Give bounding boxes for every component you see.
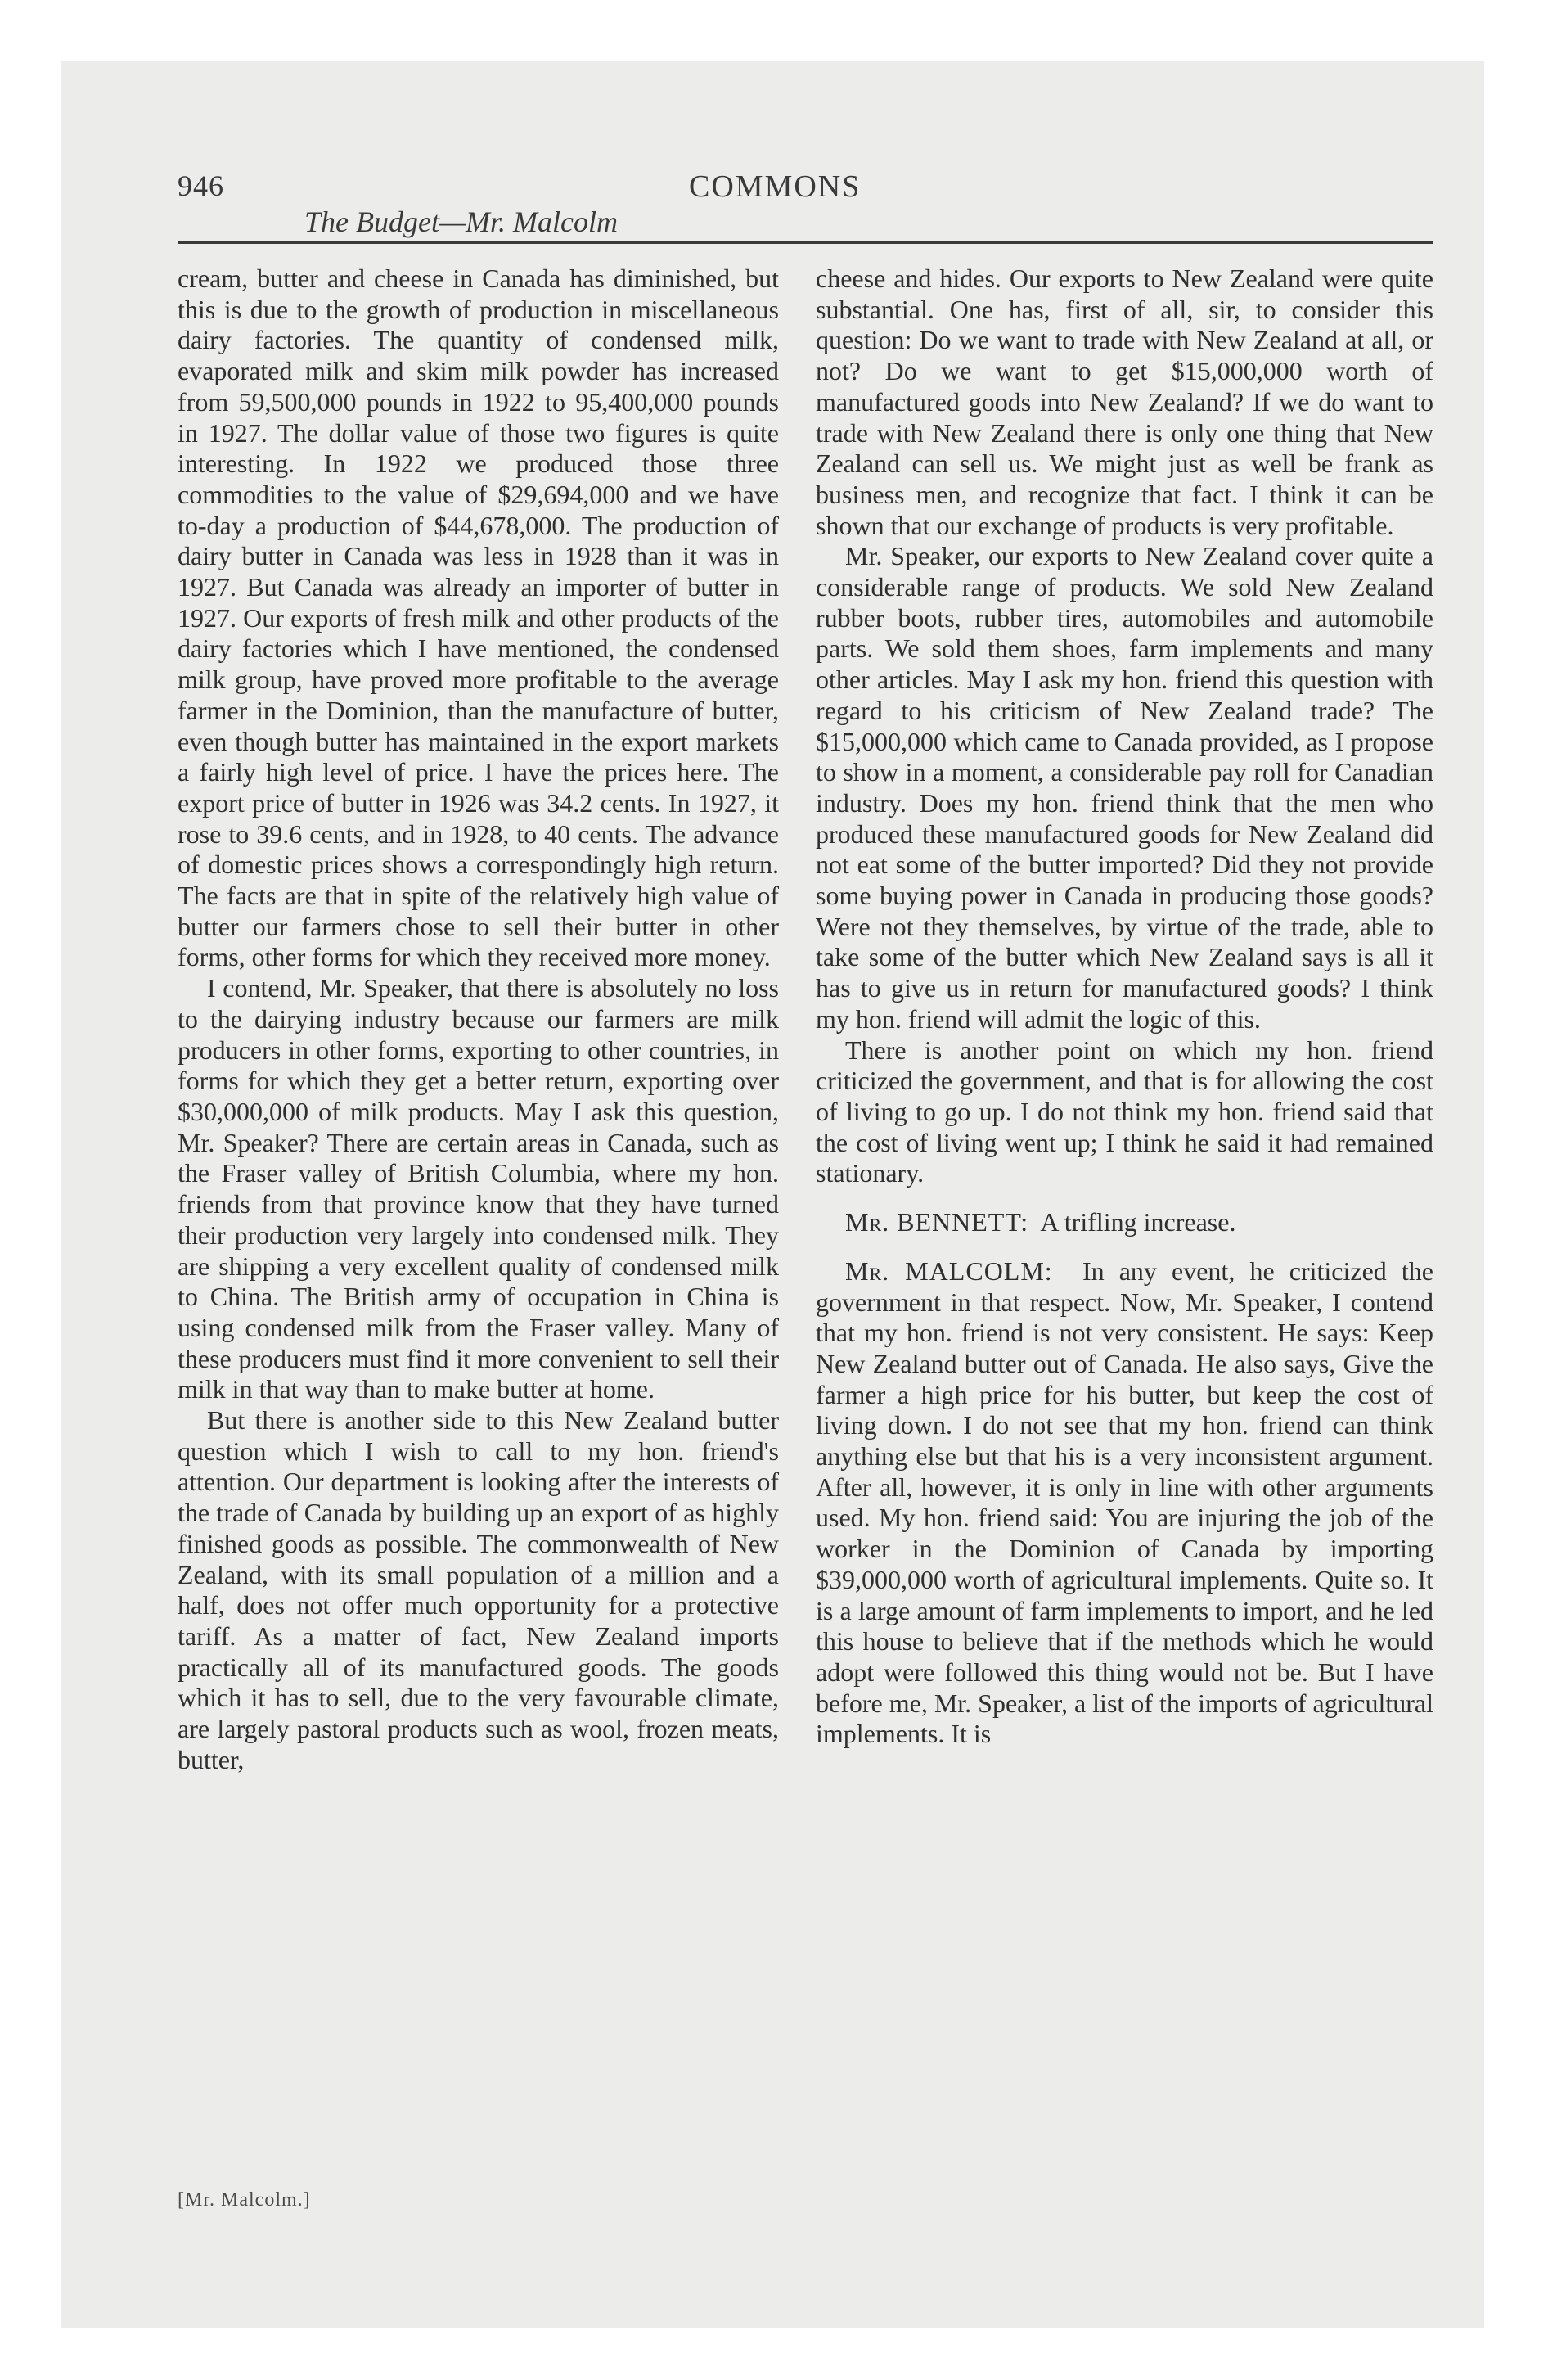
bennett-speech-text: A trifling increase.	[1040, 1207, 1236, 1237]
speaker-name-malcolm: Mr. MALCOLM:	[845, 1255, 1053, 1286]
malcolm-speech-text: In any event, he criticized the government in that respect. Now, Mr. Speaker, I contend that my hon. friend is not very consistent. He says: Keep New Zealand butter out of Canada. He also says, Give the farmer a high price for his butter, but keep the cost of living down. I do not see that my hon. friend can think anything else but that his is a very inconsistent argument. After all, however, it is only in line with other arguments used. My hon. friend said: You are injuring the job of the worker in the Dominion of Canada by importing $39,000,000 worth of agricultural implements. Quite so. It is a large amount of farm implements to import, and he led this house to believe that if the methods which he would adopt were followed this thing would not be. But I have before me, Mr. Speaker, a list of the imports of agricultural implements. It is	[816, 1255, 1433, 1749]
section-title: COMMONS	[689, 169, 862, 204]
right-paragraph-2: Mr. Speaker, our exports to New Zealand cover quite a considerable range of products. We sold New Zealand rubber boots, rubber tires, automobiles and automobile parts. We sold them shoes, farm implements and many other articles. May I ask my hon. friend this question with regard to his criticism of New Zealand trade? The $15,000,000 which came to Canada provided, as I propose to show in a moment, a considerable pay roll for Canadian industry. Does my hon. friend think that the men who produced these manufactured goods for New Zealand did not eat some of the butter imported? Did they not provide some buying power in Canada in producing those goods? Were not they themselves, by virtue of the trade, able to take some of the butter which New Zealand says is all it has to give us in return for manufactured goods? I think my hon. friend will admit the logic of this.	[816, 541, 1433, 1034]
speaker-reference: [Mr. Malcolm.]	[178, 2189, 311, 2211]
malcolm-speech	[816, 1256, 1433, 1750]
page-number: 946	[178, 169, 224, 202]
left-paragraph-1: cream, butter and cheese in Canada has diminished, but this is due to the growth of production in miscellaneous dairy factories. The quantity of condensed milk, evaporated milk and skim milk powder has increased from 59,500,000 pounds in 1922 to 95,400,000 pounds in 1927. The dollar value of those two figures is quite interesting. In 1922 we produced those three commodities to the value of $29,694,000 and we have to-day a production of $44,678,000. The production of dairy butter in Canada was less in 1928 than it was in 1927. But Canada was already an importer of butter in 1927. Our exports of fresh milk and other products of the dairy factories which I have mentioned, the condensed milk group, have proved more profitable to the average farmer in the Dominion, than the manufacture of butter, even though butter has maintained in the export markets a fairly high level of price. I have the prices here. The export price of butter in 1926 was 34.2 cents. In 1927, it rose to 39.6 cents, and in 1928, to 40 cents. The advance of domestic prices shows a correspondingly high return. The facts are that in spite of the relatively high value of butter our farmers chose to sell their butter in other forms, other forms for which they received more money.	[178, 264, 779, 972]
right-paragraph-1: cheese and hides. Our exports to New Zealand were quite substantial. One has, first of all, sir, to consider this question: Do we want to trade with New Zealand at all, or not? Do we want to get $15,000,000 worth of manufactured goods into New Zealand? If we do want to trade with New Zealand there is only one thing that New Zealand can sell us. We might just as well be frank as business men, and recognize that fact. I think it can be shown that our exchange of products is very profitable.	[816, 264, 1433, 540]
left-paragraph-2: I contend, Mr. Speaker, that there is absolutely no loss to the dairying industry because our farmers are milk producers in other forms, exporting to other countries, in forms for which they get a better return, exporting over $30,000,000 of milk products. May I ask this question, Mr. Speaker? There are certain areas in Canada, such as the Fraser valley of British Columbia, where my hon. friends from that province know that they have turned their production very largely into condensed milk. They are shipping a very excellent quality of condensed milk to China. The British army of occupation in China is using condensed milk from the Fraser valley. Many of these producers must find it more convenient to sell their milk in that way than to make butter at home.	[178, 973, 779, 1404]
right-paragraph-3: There is another point on which my hon. friend criticized the government, and that is for allowing the cost of living to go up. I do not think my hon. friend said that the cost of living went up; I think he said it had remained stationary.	[816, 1034, 1433, 1188]
speaker-name-bennett: Mr. BENNETT:	[845, 1207, 1029, 1237]
left-column	[178, 264, 779, 1775]
page-header	[178, 162, 1433, 254]
right-column	[816, 264, 1433, 1750]
left-paragraph-3: But there is another side to this New Zealand butter question which I wish to call to my hon. friend's attention. Our department is looking after the interests of the trade of Canada by building up an export of as highly finished goods as possible. The commonwealth of New Zealand, with its small population of a million and a half, does not offer much opportunity for a protective tariff. As a matter of fact, New Zealand imports practically all of its manufactured goods. The goods which it has to sell, due to the very favourable climate, are largely pastoral products such as wool, frozen meats, butter,	[178, 1405, 779, 1774]
header-rule	[178, 241, 1433, 244]
bennett-speech	[816, 1207, 1433, 1238]
running-title: The Budget—Mr. Malcolm	[304, 205, 618, 238]
